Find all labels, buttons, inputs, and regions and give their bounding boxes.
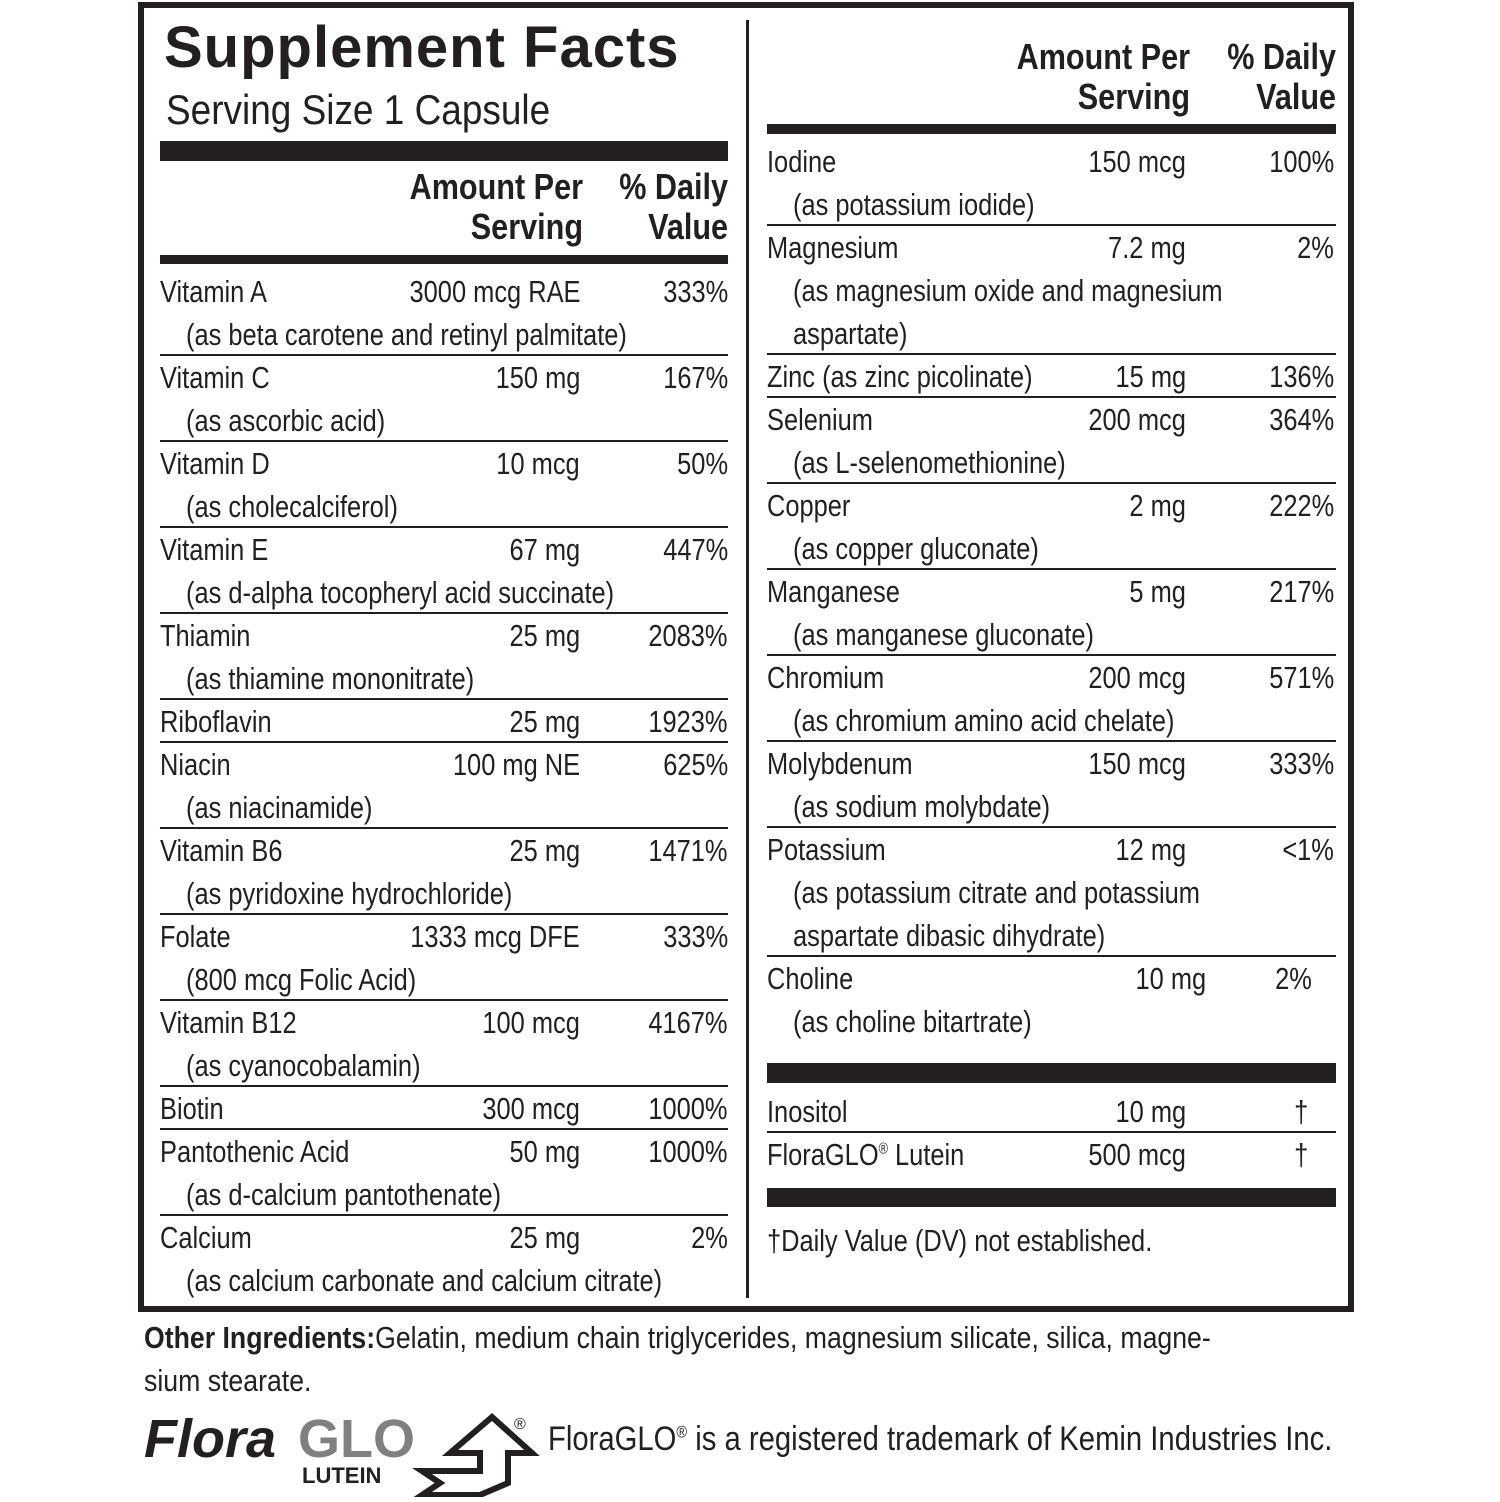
nutrient-source: (as thiamine mononitrate) <box>186 661 475 696</box>
header-line: Value <box>648 206 728 247</box>
nutrient-name: Potassium <box>767 832 886 867</box>
name-part: Lutein <box>887 1137 965 1172</box>
header-line: Serving <box>470 206 583 247</box>
nutrient-name: Magnesium <box>767 230 899 265</box>
amount-per-serving: 3000 mcg RAE <box>409 274 580 309</box>
amount-header-right <box>1017 37 1190 117</box>
right-nutrient-list <box>767 140 1336 1043</box>
nutrient-source: (as ascorbic acid) <box>186 403 386 438</box>
amount-per-serving: 7.2 mg <box>1108 230 1186 265</box>
header-rule <box>767 124 1336 134</box>
amount-per-serving: 150 mg <box>495 360 580 395</box>
percent-daily-value: 447% <box>662 532 728 567</box>
header-line: % Daily <box>1227 36 1336 77</box>
nutrient-row <box>767 355 1336 398</box>
nutrient-name: Iodine <box>767 144 837 179</box>
amount-per-serving: 150 mcg <box>1088 144 1186 179</box>
nutrient-source: (as pyridoxine hydrochloride) <box>186 876 513 911</box>
nutrient-name: Riboflavin <box>160 704 272 739</box>
amount-per-serving: 1333 mcg DFE <box>410 919 580 954</box>
nutrient-source: (as chromium amino acid chelate) <box>793 703 1175 738</box>
name-part: FloraGLO <box>767 1137 879 1172</box>
percent-daily-value: 333% <box>662 274 728 309</box>
percent-daily-value: 2083% <box>648 618 728 653</box>
header-rule <box>160 255 728 264</box>
dv-header-left <box>619 167 728 247</box>
percent-daily-value: 100% <box>1268 144 1334 179</box>
percent-daily-value: 167% <box>662 360 728 395</box>
amount-per-serving: 200 mcg <box>1088 402 1186 437</box>
nutrient-name: Selenium <box>767 402 873 437</box>
nutrient-row <box>767 957 1336 1043</box>
nutrient-row <box>160 915 728 1001</box>
nutrient-source: (as calcium carbonate and calcium citrate) <box>186 1263 663 1298</box>
percent-daily-value: 625% <box>662 747 728 782</box>
nutrient-row <box>767 570 1336 656</box>
amount-per-serving: 25 mg <box>509 618 580 653</box>
nutrient-name: Pantothenic Acid <box>160 1134 350 1169</box>
nutrient-row <box>767 484 1336 570</box>
thick-rule <box>160 141 728 161</box>
amount-per-serving: 67 mg <box>509 532 580 567</box>
panel-title: Supplement Facts <box>164 15 680 80</box>
nutrient-row <box>160 528 728 614</box>
nutrient-name: Niacin <box>160 747 231 782</box>
nutrient-source: (800 mcg Folic Acid) <box>186 962 417 997</box>
thick-rule <box>767 1188 1336 1207</box>
amount-per-serving: 500 mcg <box>1088 1137 1186 1172</box>
amount-per-serving: 5 mg <box>1129 574 1186 609</box>
nutrient-row <box>160 1001 728 1087</box>
nutrient-source: (as potassium citrate and potassium <box>793 875 1200 910</box>
percent-daily-value: 2% <box>1275 961 1312 996</box>
amount-per-serving: 25 mg <box>509 833 580 868</box>
footnote: †Daily Value (DV) not established. <box>767 1223 1153 1258</box>
nutrient-name: Vitamin C <box>160 360 270 395</box>
nutrient-source: (as magnesium oxide and magnesium <box>793 273 1223 308</box>
logo-word-glo: GLO <box>298 1409 415 1469</box>
nutrient-source: aspartate dibasic dihydrate) <box>793 918 1106 953</box>
amount-per-serving: 10 mg <box>1135 961 1206 996</box>
percent-daily-value: 571% <box>1268 660 1334 695</box>
registered-mark: ® <box>676 1422 688 1442</box>
header-line: Amount Per <box>1016 36 1190 77</box>
amount-per-serving: 25 mg <box>509 1220 580 1255</box>
dv-header-right <box>1227 37 1336 117</box>
amount-per-serving: 10 mg <box>1115 1094 1186 1129</box>
header-line: Serving <box>1077 76 1190 117</box>
nutrient-name: Choline <box>767 961 854 996</box>
header-line: Amount Per <box>409 166 583 207</box>
nutrient-name: Vitamin B6 <box>160 833 283 868</box>
amount-per-serving: 25 mg <box>509 704 580 739</box>
amount-per-serving: 50 mg <box>509 1134 580 1169</box>
nutrient-row <box>767 1133 1336 1176</box>
nutrient-source: (as copper gluconate) <box>793 531 1039 566</box>
nutrient-name: Calcium <box>160 1220 252 1255</box>
percent-daily-value: 333% <box>662 919 728 954</box>
percent-daily-value: 1000% <box>648 1134 728 1169</box>
nutrient-source: (as cholecalciferol) <box>186 489 398 524</box>
amount-per-serving: 100 mg NE <box>452 747 580 782</box>
nutrient-source: (as cyanocobalamin) <box>186 1048 421 1083</box>
nutrient-row <box>767 742 1336 828</box>
nutrient-source: aspartate) <box>793 316 908 351</box>
nutrient-row <box>767 656 1336 742</box>
nutrient-row <box>160 614 728 700</box>
trademark-notice <box>548 1420 1332 1459</box>
nutrient-name: Biotin <box>160 1091 224 1126</box>
nutrient-row <box>160 743 728 829</box>
nutrient-name: Vitamin A <box>160 274 267 309</box>
nutrient-row <box>160 270 728 356</box>
left-nutrient-list <box>160 270 728 1302</box>
amount-per-serving: 12 mg <box>1115 832 1186 867</box>
nutrient-row <box>160 356 728 442</box>
nutrient-source: (as potassium iodide) <box>793 187 1035 222</box>
nutrient-name: Folate <box>160 919 231 954</box>
nutrient-row <box>160 1130 728 1216</box>
header-line: % Daily <box>619 166 728 207</box>
other-ingredients-text: Gelatin, medium chain triglycerides, magnesium silicate, silica, magne- <box>375 1320 1211 1355</box>
nutrient-name <box>767 1133 964 1176</box>
percent-daily-value: 364% <box>1268 402 1334 437</box>
nutrient-name: Vitamin D <box>160 446 270 481</box>
percent-daily-value: 1471% <box>648 833 728 868</box>
other-nutrient-list <box>767 1090 1336 1176</box>
nutrient-source: (as sodium molybdate) <box>793 789 1051 824</box>
column-divider <box>746 20 749 1298</box>
nutrient-name: Vitamin B12 <box>160 1005 297 1040</box>
nutrient-row <box>160 442 728 528</box>
nutrient-row <box>767 140 1336 226</box>
amount-per-serving: 10 mcg <box>496 446 580 481</box>
floraglo-lutein-logo <box>140 1405 540 1497</box>
percent-daily-value: 1923% <box>648 704 728 739</box>
logo-word-flora: Flora <box>144 1409 277 1469</box>
trademark-brand: FloraGLO <box>548 1420 677 1458</box>
other-ingredients-text-cont: sium stearate. <box>144 1363 312 1398</box>
nutrient-row <box>767 1090 1336 1133</box>
nutrient-name: Molybdenum <box>767 746 913 781</box>
amount-per-serving: 15 mg <box>1115 359 1186 394</box>
nutrient-name: Copper <box>767 488 851 523</box>
nutrient-source: (as choline bitartrate) <box>793 1004 1032 1039</box>
percent-daily-value: 136% <box>1268 359 1334 394</box>
nutrient-row <box>767 828 1336 957</box>
nutrient-row <box>160 700 728 743</box>
amount-header-left <box>410 167 583 247</box>
logo-registered-mark: ® <box>514 1416 526 1433</box>
other-ingredients-label: Other Ingredients: <box>144 1320 376 1355</box>
nutrient-source: (as niacinamide) <box>186 790 373 825</box>
nutrient-row <box>767 226 1336 355</box>
percent-daily-value: 222% <box>1268 488 1334 523</box>
amount-per-serving: 300 mcg <box>482 1091 580 1126</box>
nutrient-source: (as L-selenomethionine) <box>793 445 1066 480</box>
serving-size: Serving Size 1 Capsule <box>166 86 551 133</box>
nutrient-row <box>160 1216 728 1302</box>
percent-daily-value: 217% <box>1268 574 1334 609</box>
nutrient-source: (as beta carotene and retinyl palmitate) <box>186 317 627 352</box>
nutrient-source: (as manganese gluconate) <box>793 617 1095 652</box>
percent-daily-value: 2% <box>691 1220 728 1255</box>
percent-daily-value: † <box>1293 1137 1308 1172</box>
percent-daily-value: 2% <box>1297 230 1334 265</box>
nutrient-name: Zinc (as zinc picolinate) <box>767 359 1033 394</box>
nutrient-name: Chromium <box>767 660 885 695</box>
header-line: Value <box>1256 76 1336 117</box>
nutrient-name: Manganese <box>767 574 900 609</box>
nutrient-name: Inositol <box>767 1094 848 1129</box>
nutrient-row <box>160 829 728 915</box>
percent-daily-value: 4167% <box>648 1005 728 1040</box>
nutrient-name: Thiamin <box>160 618 251 653</box>
trademark-text: is a registered trademark of Kemin Industries Inc. <box>687 1420 1333 1458</box>
nutrient-name: Vitamin E <box>160 532 269 567</box>
percent-daily-value: 1000% <box>648 1091 728 1126</box>
amount-per-serving: 100 mcg <box>482 1005 580 1040</box>
amount-per-serving: 150 mcg <box>1088 746 1186 781</box>
percent-daily-value: 50% <box>677 446 728 481</box>
percent-daily-value: † <box>1293 1094 1308 1129</box>
percent-daily-value: 333% <box>1268 746 1334 781</box>
nutrient-row <box>160 1087 728 1130</box>
percent-daily-value: <1% <box>1282 832 1334 867</box>
amount-per-serving: 200 mcg <box>1088 660 1186 695</box>
nutrient-row <box>767 398 1336 484</box>
nutrient-source: (as d-alpha tocopheryl acid succinate) <box>186 575 615 610</box>
registered-mark: ® <box>878 1140 888 1158</box>
amount-per-serving: 2 mg <box>1129 488 1186 523</box>
nutrient-source: (as d-calcium pantothenate) <box>186 1177 502 1212</box>
other-ingredients <box>144 1316 1344 1402</box>
logo-word-lutein: LUTEIN <box>302 1463 382 1488</box>
thick-rule <box>767 1063 1336 1083</box>
